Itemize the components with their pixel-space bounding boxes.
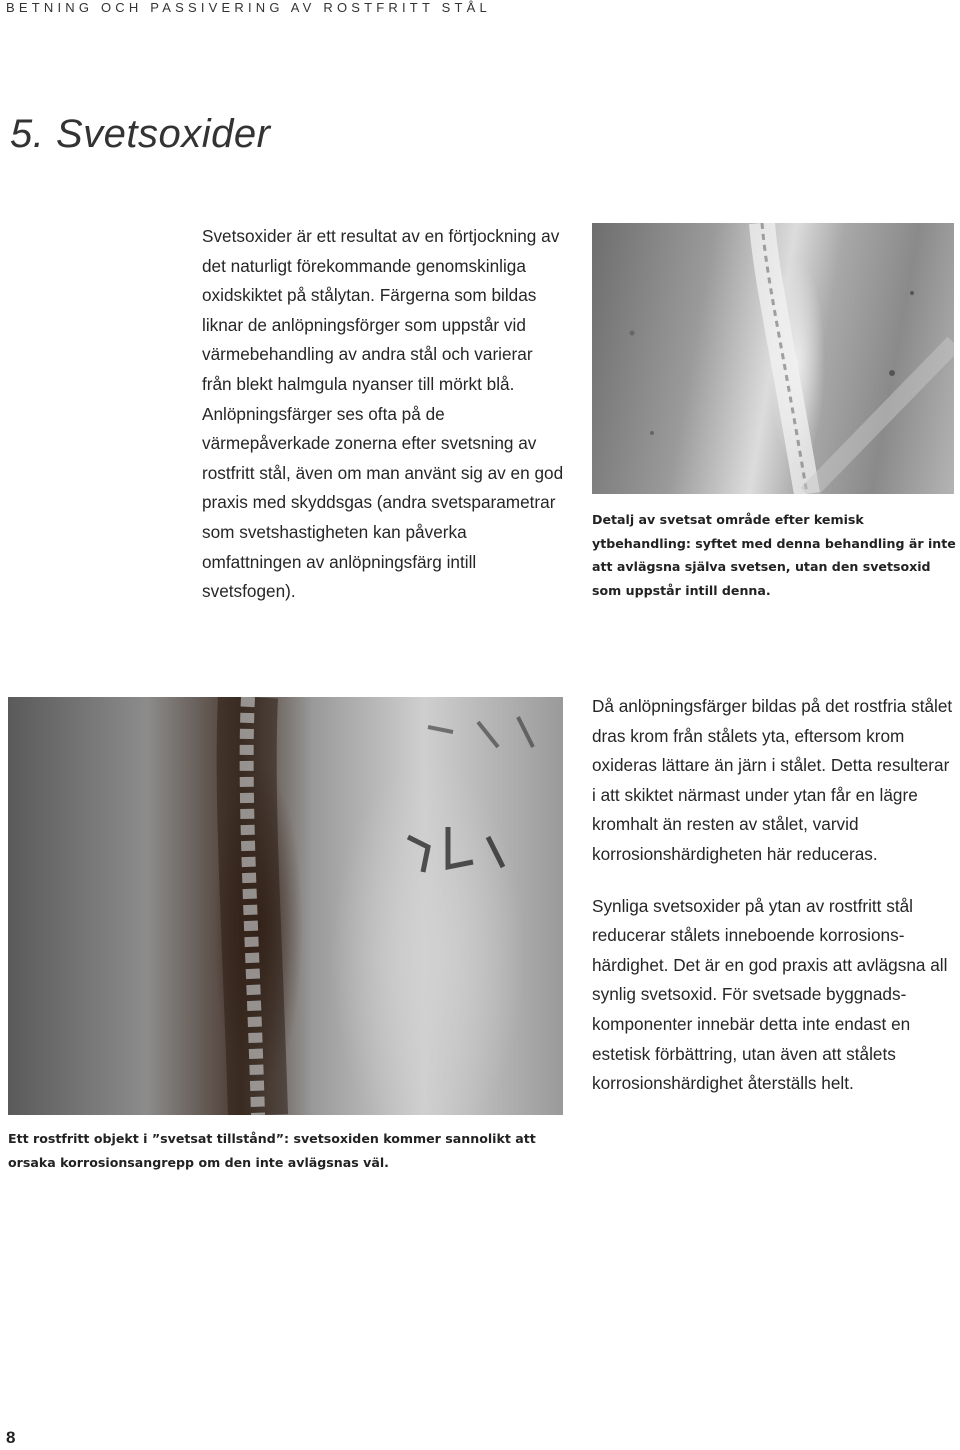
weld-bead-illustration: [592, 223, 954, 494]
intro-text: Svetsoxider är ett resultat av en förtjockning av det naturligt förekommande genomskinliga oxidskiktet på stålytan. Färgerna som bildas liknar de anlöpningsförger som uppstår vid värmebehandling av andra stål och varierar från blekt halmgula nyanser till mörkt blå. Anlöpningsfärger ses ofta på de värmepåverkade zonerna efter svetsning av rostfritt stål, även om man använt sig av en god praxis med skyddsgas (andra svetsparametrar som svetshastigheten kan påverka omfattningen av anlöpningsfärg intill svetsfogen).: [202, 226, 564, 602]
page-number: 8: [6, 1428, 16, 1447]
right-paragraph-1: Då anlöpningsfärger bildas på det rostfria stålet dras krom från stålets yta, eftersom krom oxideras lättare än järn i stålet. Detta resulterar i att skiktet närmast under ytan får en lägre kromhalt än resten av stålet, varvid korrosionshärdigheten här reduceras.: [592, 696, 953, 864]
weld-seam-illustration: [8, 697, 563, 1115]
right-paragraph-2: Synliga svetsoxider på ytan av rostfritt stål reducerar stålets inneboende korrosions-härdighet. Det är en god praxis att avlägsna all synlig svetsoxid. För svetsade byggnads-komponenter innebär detta inte endast en estetisk förbättring, utan även att stålets korrosionshärdighet återställs helt.: [592, 895, 948, 1094]
right-column-text: [592, 692, 954, 1121]
chapter-title: 5. Svetsoxider: [10, 112, 271, 156]
intro-paragraph: [202, 222, 564, 629]
weld-photo-as-welded: [8, 697, 563, 1115]
weld-photo-after-treatment: [592, 223, 954, 494]
photo-top-caption: Detalj av svetsat område efter kemisk ytbehandling: syftet med denna behandling är inte att avlägsna själva svetsen, utan den svetsoxid som uppstår intill denna.: [592, 512, 956, 598]
running-header: BETNING OCH PASSIVERING AV ROSTFRITT STÅL: [6, 0, 491, 15]
photo-bottom-caption: Ett rostfritt objekt i ”svetsat tillstånd”: svetsoxiden kommer sannolikt att orsaka korrosionsangrepp om den inte avlägsnas väl.: [8, 1131, 536, 1170]
